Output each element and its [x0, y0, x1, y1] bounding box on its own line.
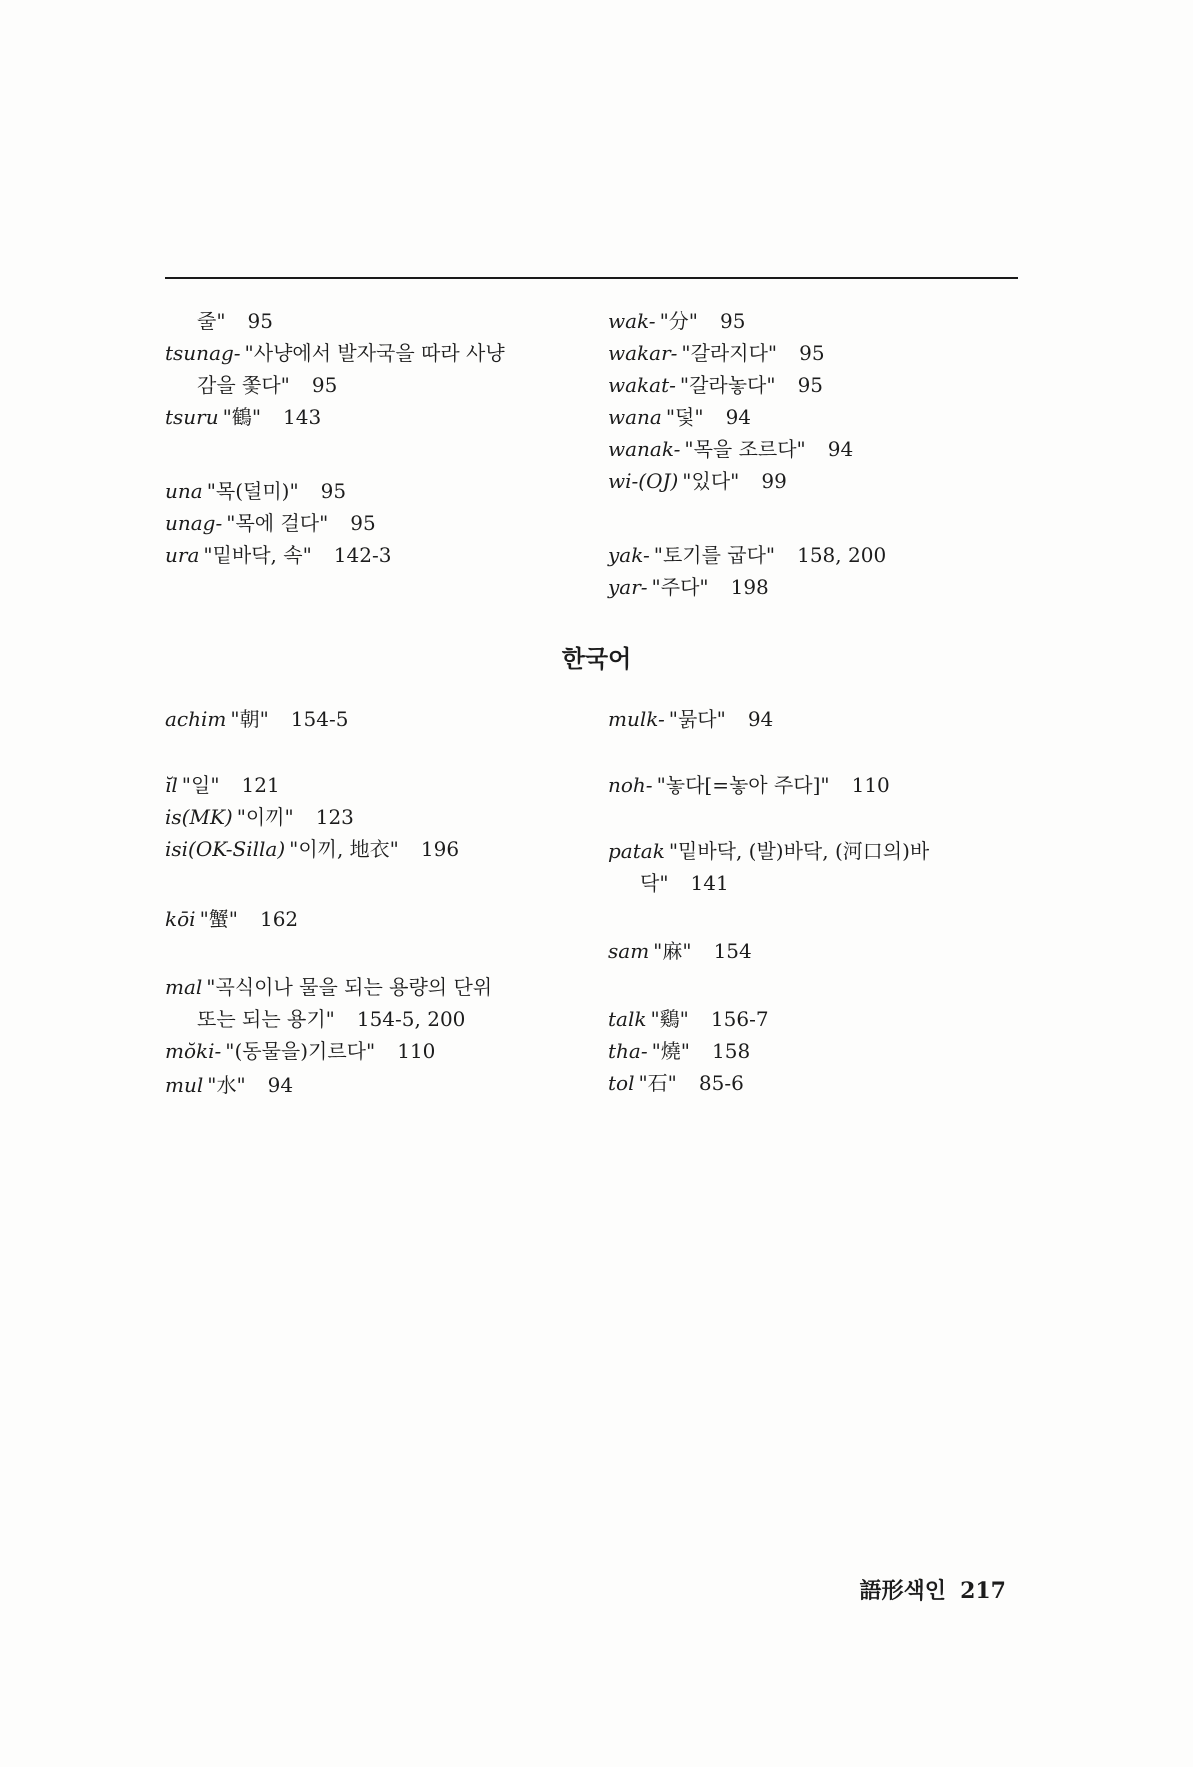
entry-gloss: "목을 조르다"	[684, 437, 806, 461]
index-entry	[608, 372, 823, 398]
entry-pages: 141	[690, 871, 729, 895]
entry-gloss: "麻"	[653, 939, 692, 963]
entry-word: achim	[165, 707, 227, 731]
entry-gloss: "목에 걸다"	[226, 511, 329, 535]
entry-gloss: 닥"	[640, 871, 669, 895]
entry-gloss: "이끼, 地衣"	[289, 837, 399, 861]
entry-word: ura	[165, 543, 200, 567]
entry-gloss: "밑바닥, 속"	[203, 543, 312, 567]
index-entry	[608, 574, 769, 600]
entry-word: mŏki-	[165, 1039, 222, 1063]
index-entry	[193, 1006, 465, 1032]
entry-gloss: "鷄"	[650, 1007, 689, 1031]
index-entry	[636, 870, 729, 896]
index-entry	[608, 436, 853, 462]
entry-gloss: "이끼"	[236, 805, 294, 829]
entry-word: wak-	[608, 309, 656, 333]
entry-word: kōi	[165, 907, 196, 931]
entry-gloss: "묽다"	[668, 707, 726, 731]
entry-word: wakar-	[608, 341, 678, 365]
entry-pages: 196	[420, 837, 460, 861]
entry-word: tha-	[608, 1039, 648, 1063]
index-entry	[608, 308, 745, 334]
entry-word: is(MK)	[165, 805, 233, 829]
index-entry	[165, 1038, 435, 1064]
index-entry	[608, 1070, 744, 1096]
index-entry	[165, 404, 321, 430]
index-entry	[608, 468, 787, 494]
entry-pages: 99	[761, 469, 787, 493]
index-entry	[608, 404, 751, 430]
index-entry	[608, 938, 752, 964]
index-entry	[608, 706, 773, 732]
entry-word: wi-(OJ)	[608, 469, 679, 493]
entry-gloss: "목(덜미)"	[206, 479, 299, 503]
entry-word: una	[165, 479, 203, 503]
entry-gloss: "있다"	[682, 469, 740, 493]
entry-gloss: "蟹"	[199, 907, 238, 931]
entry-gloss: "鶴"	[222, 405, 262, 429]
entry-pages: 94	[725, 405, 752, 429]
entry-pages: 156-7	[710, 1007, 769, 1031]
index-entry	[165, 706, 348, 732]
entry-pages: 143	[283, 405, 322, 429]
entry-pages: 121	[241, 773, 280, 797]
entry-pages: 110	[851, 773, 890, 797]
entry-word: tsunag-	[165, 341, 241, 365]
entry-pages: 110	[397, 1039, 436, 1063]
entry-gloss: "놓다[=놓아 주다]"	[656, 773, 830, 797]
entry-pages: 158, 200	[797, 543, 887, 567]
entry-pages: 95	[799, 341, 825, 365]
entry-word: wanak-	[608, 437, 681, 461]
entry-pages: 95	[247, 309, 273, 333]
entry-word: wakat-	[608, 373, 676, 397]
entry-gloss: "分"	[659, 309, 698, 333]
entry-word: isi(OK-Silla)	[165, 837, 286, 861]
index-entry	[608, 340, 825, 366]
entry-word: unag-	[165, 511, 223, 535]
entry-gloss: "덫"	[665, 405, 704, 429]
entry-gloss: 줄"	[197, 309, 226, 333]
entry-gloss: "石"	[638, 1071, 677, 1095]
entry-word: mal	[165, 975, 203, 999]
entry-gloss: "水"	[207, 1073, 246, 1097]
index-entry	[193, 372, 337, 398]
entry-gloss: "주다"	[651, 575, 709, 599]
section-title: 한국어	[561, 645, 632, 673]
entry-word: sam	[608, 939, 650, 963]
entry-word: yar-	[608, 575, 648, 599]
top-rule	[165, 277, 1018, 279]
index-entry	[608, 1006, 769, 1032]
entry-gloss: "밑바닥, (발)바닥, (河口의)바	[668, 839, 930, 863]
entry-pages: 95	[311, 373, 338, 397]
entry-word: noh-	[608, 773, 653, 797]
entry-word: mul	[165, 1073, 204, 1097]
entry-gloss: "일"	[181, 773, 220, 797]
entry-gloss: 감을 쫓다"	[197, 373, 290, 397]
index-entry	[193, 308, 273, 334]
entry-gloss: "갈라놓다"	[679, 373, 776, 397]
entry-word: talk	[608, 1007, 647, 1031]
index-entry	[165, 542, 391, 568]
entry-pages: 85-6	[698, 1071, 744, 1095]
entry-word: patak	[608, 839, 665, 863]
index-entry	[165, 1072, 293, 1098]
entry-pages: 142-3	[333, 543, 392, 567]
entry-gloss: "곡식이나 물을 되는 용량의 단위	[206, 975, 493, 999]
index-entry	[608, 1038, 750, 1064]
entry-word: mulk-	[608, 707, 665, 731]
index-entry	[165, 906, 298, 932]
entry-word: tsuru	[165, 405, 219, 429]
entry-gloss: "朝"	[230, 707, 269, 731]
index-entry	[608, 772, 890, 798]
footer-label: 語形색인	[859, 1578, 947, 1604]
entry-pages: 162	[259, 907, 299, 931]
entry-pages: 95	[350, 511, 376, 535]
index-entry	[608, 838, 951, 864]
page-number: 217	[960, 1578, 1006, 1604]
index-entry	[165, 974, 514, 1000]
index-entry	[165, 340, 527, 366]
index-entry	[165, 510, 376, 536]
entry-gloss: 또는 되는 용기"	[197, 1007, 335, 1031]
entry-pages: 94	[267, 1073, 294, 1097]
entry-pages: 95	[797, 373, 824, 397]
entry-pages: 95	[719, 309, 746, 333]
entry-word: ĭl	[165, 773, 178, 797]
entry-word: wana	[608, 405, 662, 429]
entry-pages: 154	[713, 939, 752, 963]
entry-word: yak-	[608, 543, 650, 567]
index-entry	[165, 836, 459, 862]
entry-gloss: "갈라지다"	[681, 341, 778, 365]
entry-pages: 198	[730, 575, 769, 599]
entry-pages: 95	[320, 479, 347, 503]
entry-gloss: "(동물을)기르다"	[225, 1039, 376, 1063]
entry-gloss: "燒"	[651, 1039, 691, 1063]
entry-pages: 123	[315, 805, 354, 829]
index-entry	[165, 478, 346, 504]
entry-word: tol	[608, 1071, 635, 1095]
entry-gloss: "사냥에서 발자국을 따라 사냥	[244, 341, 505, 365]
entry-pages: 94	[827, 437, 854, 461]
page-footer	[860, 1574, 1006, 1605]
entry-pages: 154-5, 200	[356, 1007, 466, 1031]
index-entry	[165, 804, 354, 830]
entry-pages: 154-5	[290, 707, 349, 731]
entry-gloss: "토기를 굽다"	[653, 543, 776, 567]
index-entry	[165, 772, 280, 798]
entry-pages: 94	[747, 707, 774, 731]
index-entry	[608, 542, 886, 568]
entry-pages: 158	[712, 1039, 751, 1063]
